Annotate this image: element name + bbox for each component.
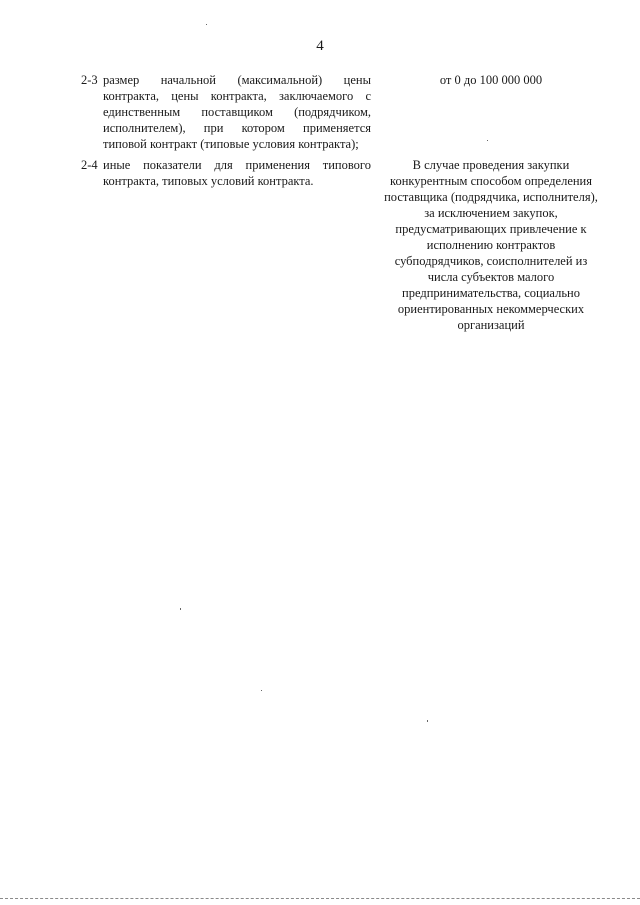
page-number: 4 xyxy=(316,38,324,54)
item-number: 2-3 xyxy=(81,73,98,87)
scan-speck xyxy=(427,720,428,722)
scan-edge-line xyxy=(0,898,640,900)
scan-speck xyxy=(487,140,488,141)
item-description: размер начальной (максимальной) цены контракта, цены контракта, заключаемого с единственным поставщиком (подрядчиком, исполнителем), при котором применяется типовой контракт (типовые условия контракта); xyxy=(103,73,371,151)
item-number: 2-4 xyxy=(81,158,98,172)
scan-speck xyxy=(206,24,207,25)
scan-speck xyxy=(261,690,262,691)
item-value: от 0 до 100 000 000 xyxy=(439,73,543,87)
item-value: В случае проведения закупки конкурентным способом определения поставщика (подрядчика, исполнителя), за исключением закупок, предусматривающих привлечение к исполнению контрактов субподрядчиков, соисполнителей из числа субъектов малого предпринимательства, социально ориентированных некоммерческих организаций xyxy=(384,158,598,332)
item-description: иные показатели для применения типового контракта, типовых условий контракта. xyxy=(103,158,371,188)
scan-speck xyxy=(180,608,181,610)
